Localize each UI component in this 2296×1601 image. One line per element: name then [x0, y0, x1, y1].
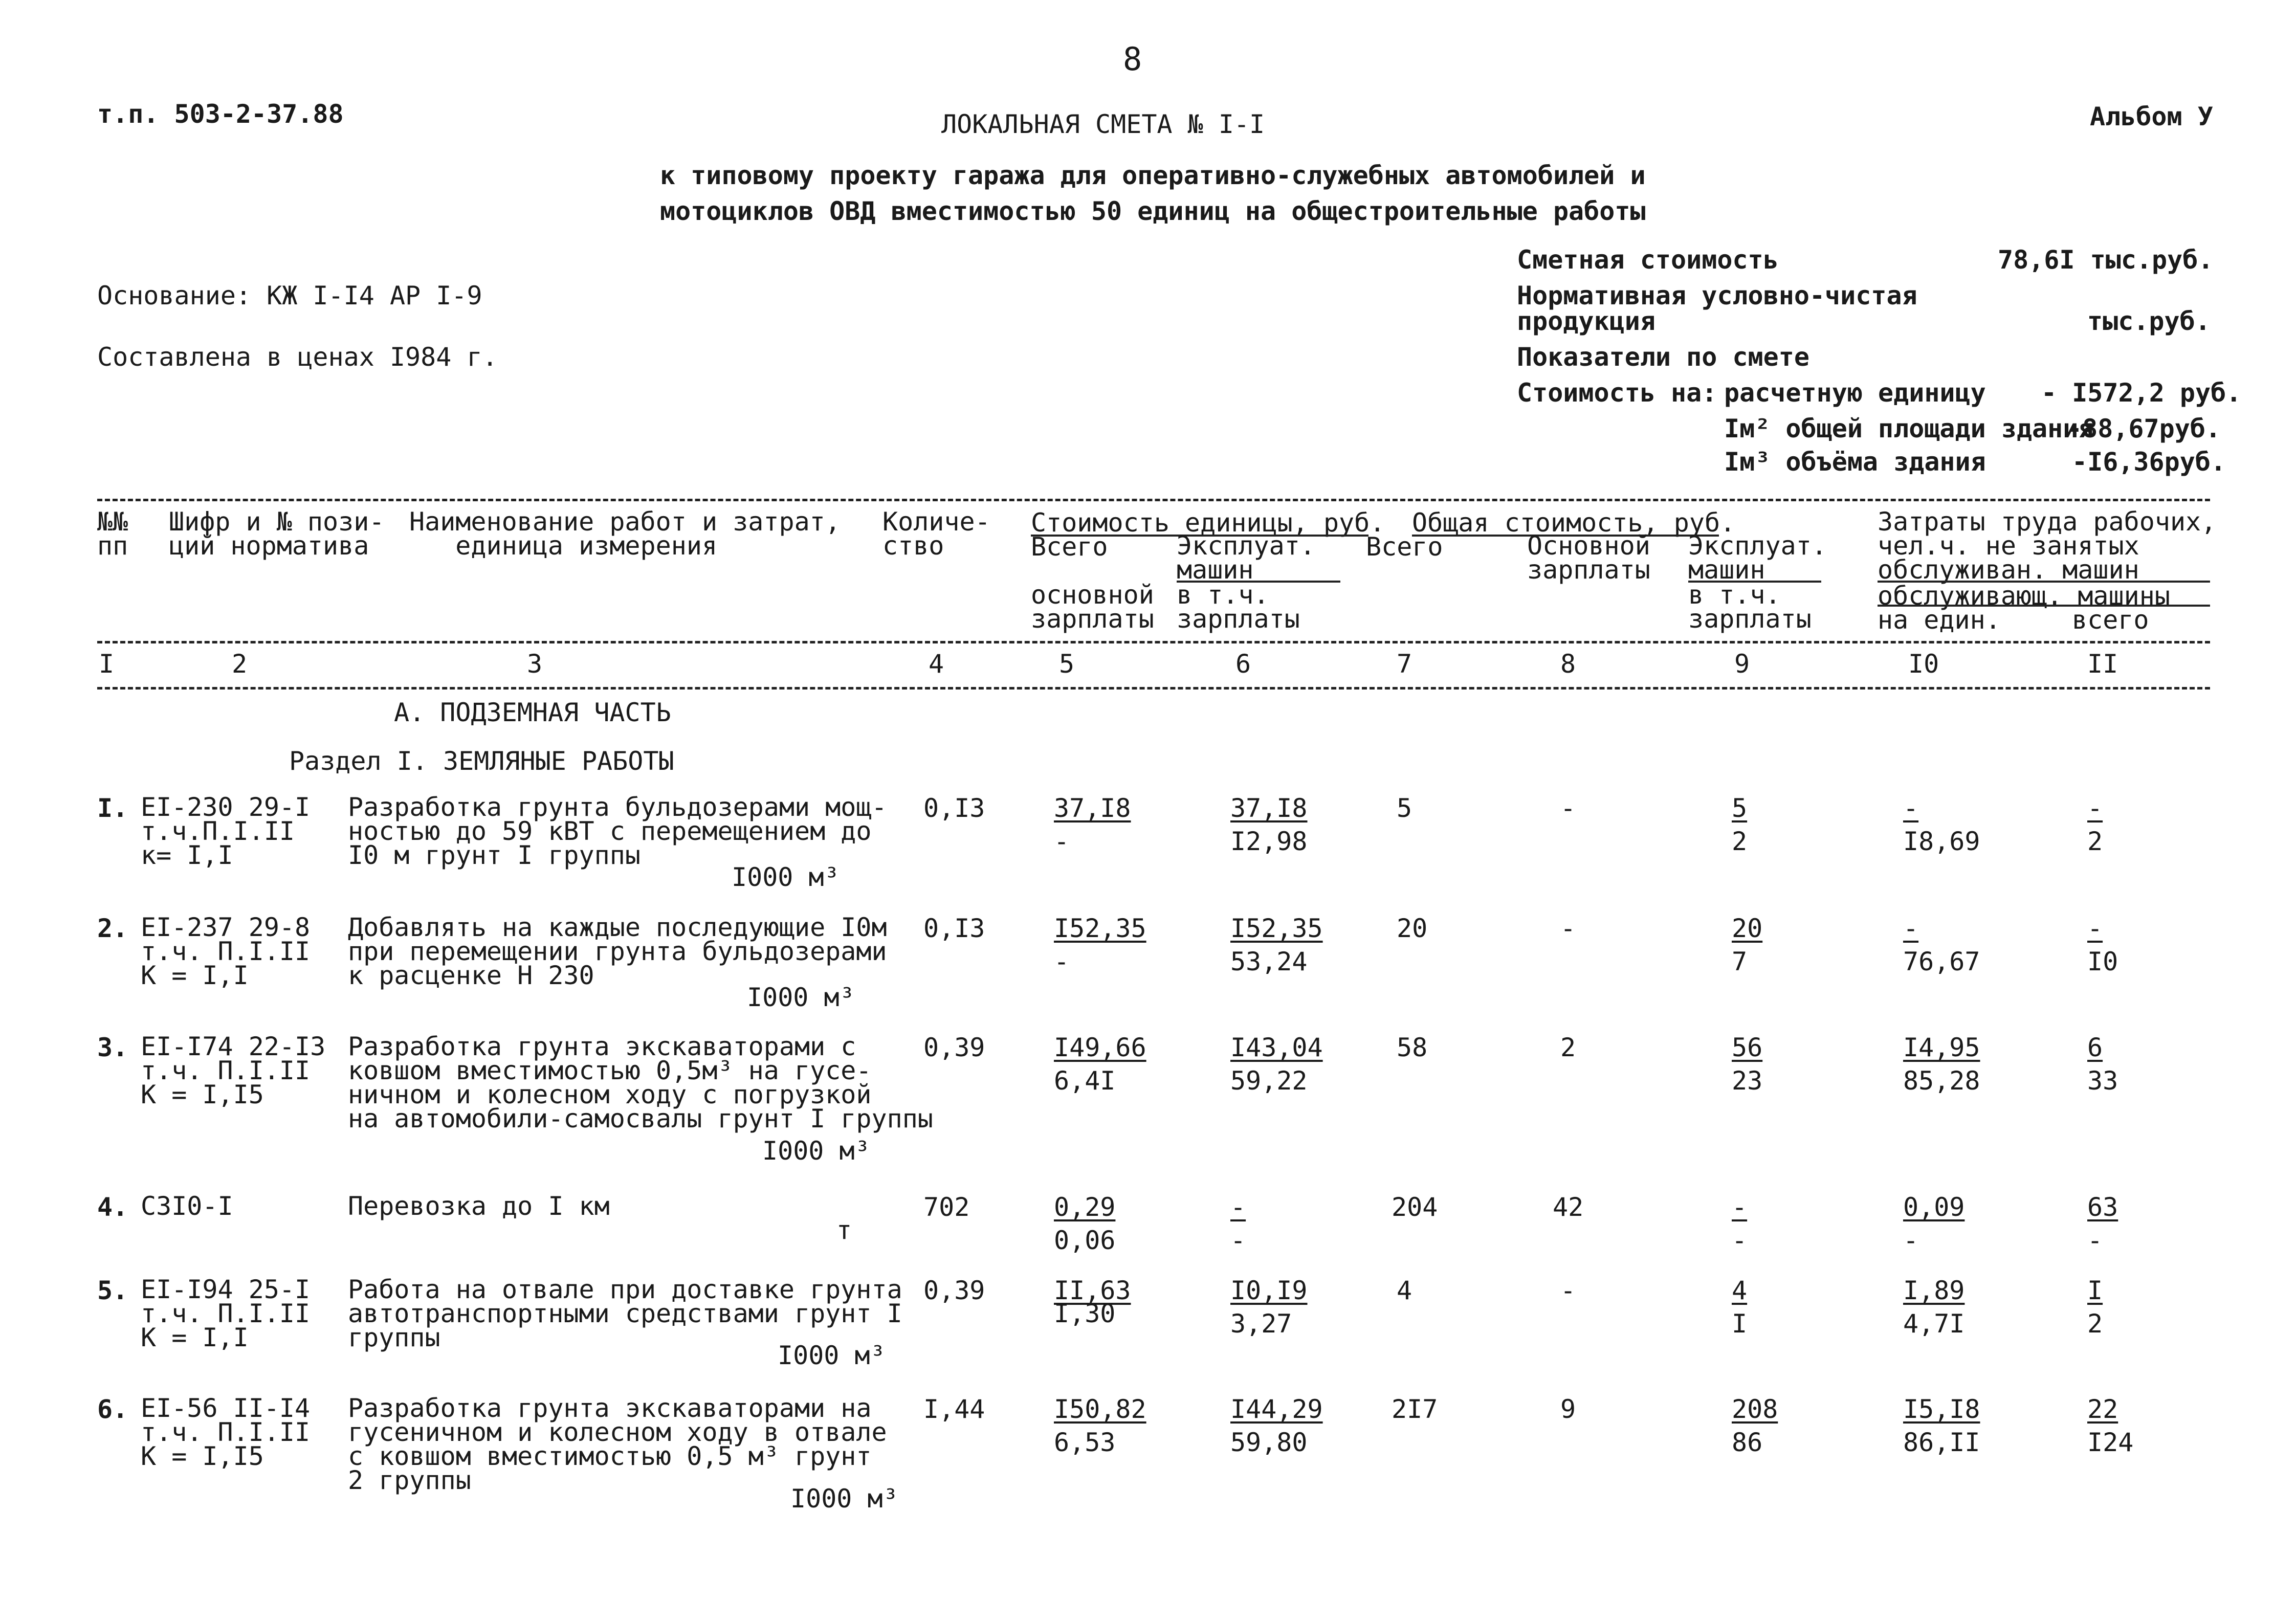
- basis-text: Основание: КЖ I-I4 АР I-9: [97, 281, 482, 310]
- row-name: Перевозка до I км: [348, 1191, 610, 1221]
- row-labor-total: I: [2087, 1276, 2103, 1305]
- subtitle-line-2: мотоциклов ОВД вместимостью 50 единиц на общестроительные работы: [660, 196, 1646, 226]
- row-labor-total: -: [2087, 914, 2103, 943]
- row-unit: I000 м³: [762, 1136, 870, 1166]
- col-header-2: Шифр и № пози- ций норматива: [169, 507, 385, 561]
- row-name: Разработка грунта экскаваторами с ковшом вместимостью 0,5м³ на гусе- ничном и колесном ходу с погрузкой на автомобили-самосвалы грунт I группы: [348, 1032, 933, 1133]
- row-labor-total-machines: -: [2087, 1226, 2103, 1255]
- row-total: 58: [1397, 1033, 1428, 1062]
- norm-label-1: Нормативная условно-чистая: [1517, 281, 1917, 310]
- row-unit-machines-salary: 59,80: [1230, 1428, 1308, 1457]
- row-unit-total: II,63: [1054, 1276, 1131, 1305]
- row-number: 5.: [97, 1276, 128, 1305]
- row-labor-per-unit-machines: I8,69: [1903, 827, 1980, 856]
- row-total-machines-salary: 7: [1732, 947, 1748, 976]
- row-name: Разработка грунта экскаваторами на гусеничном и колесном ходу в отвале с ковшом вместимостью 0,5 м³ грунт 2 группы: [348, 1393, 887, 1495]
- row-code: ЕI-237 29-8 т.ч. П.I.II К = I,I: [141, 913, 311, 990]
- row-quantity: 0,I3: [923, 914, 985, 943]
- row-labor-per-unit: 0,09: [1903, 1192, 1965, 1222]
- row-number: 2.: [97, 914, 128, 943]
- row-labor-per-unit: I,89: [1903, 1276, 1965, 1305]
- row-total: 2I7: [1392, 1394, 1438, 1424]
- row-code: ЕI-56 II-I4 т.ч. П.I.II К = I,I5: [141, 1393, 311, 1471]
- row-name: Разработка грунта бульдозерами мощ- ностью до 59 кВТ с перемещением до I0 м грунт I группы: [348, 792, 887, 870]
- row-unit-machines: I43,04: [1230, 1033, 1323, 1062]
- row-number: 3.: [97, 1033, 128, 1062]
- row-unit-machines-salary: -: [1230, 1226, 1246, 1255]
- col-number-5: 5: [1059, 649, 1075, 679]
- row-labor-per-unit-machines: -: [1903, 1226, 1919, 1255]
- col10-per-unit-header: на един.: [1878, 605, 2001, 635]
- row-unit: I000 м³: [778, 1341, 886, 1370]
- row-labor-per-unit-machines: 76,67: [1903, 947, 1980, 976]
- row-total: 20: [1397, 914, 1428, 943]
- row-unit-machines: I52,35: [1230, 914, 1323, 943]
- row-total-machines-salary: I: [1732, 1309, 1748, 1339]
- row-unit-machines: I44,29: [1230, 1394, 1323, 1424]
- col-number-10: I0: [1908, 649, 1939, 679]
- row-total: 4: [1397, 1276, 1412, 1305]
- col-number-6: 6: [1235, 649, 1251, 679]
- album-label: Альбом У: [2090, 102, 2213, 131]
- row-name: Работа на отвале при доставке грунта автотранспортными средствами грунт I группы: [348, 1275, 902, 1352]
- row-unit: I000 м³: [790, 1484, 898, 1514]
- row-total-salary: -: [1560, 793, 1576, 823]
- row-total: 5: [1397, 793, 1412, 823]
- col-header-1: №№ пп: [97, 507, 128, 561]
- document-code: т.п. 503-2-37.88: [97, 99, 344, 129]
- row-total-machines: 208: [1732, 1394, 1778, 1424]
- row-unit-machines-salary: 3,27: [1230, 1309, 1292, 1339]
- col-number-7: 7: [1397, 649, 1412, 679]
- row-labor-per-unit: I4,95: [1903, 1033, 1980, 1062]
- row-total-machines-salary: 23: [1732, 1066, 1763, 1096]
- section-a-title: А. ПОДЗЕМНАЯ ЧАСТЬ: [394, 698, 671, 727]
- row-unit-salary: 6,4I: [1054, 1066, 1116, 1096]
- col-number-2: 2: [232, 649, 248, 679]
- row-total-machines: 56: [1732, 1033, 1763, 1062]
- cost-per-label: Стоимость на:: [1517, 378, 1717, 408]
- row-unit-machines-salary: 59,22: [1230, 1066, 1308, 1096]
- col-number-3: 3: [527, 649, 543, 679]
- row-labor-total-machines: 33: [2087, 1066, 2118, 1096]
- row-unit-salary: 0,06: [1054, 1226, 1116, 1255]
- row-code: С3I0-I: [141, 1191, 233, 1221]
- row-labor-total-machines: 2: [2087, 1309, 2103, 1339]
- unit-cost-label: расчетную единицу: [1724, 378, 1986, 408]
- header-bottom-rule: [97, 687, 2210, 690]
- row-quantity: 0,39: [923, 1276, 985, 1305]
- row-unit-machines: -: [1230, 1192, 1246, 1222]
- row-quantity: 0,I3: [923, 793, 985, 823]
- row-unit-total: 37,I8: [1054, 793, 1131, 823]
- row-total-salary: -: [1560, 914, 1576, 943]
- col11-total-header: всего: [2072, 605, 2149, 635]
- row-total-machines-salary: 86: [1732, 1428, 1763, 1457]
- col6-salary-header: в т.ч. зарплаты: [1177, 580, 1300, 634]
- row-total-machines: 5: [1732, 793, 1748, 823]
- col8-salary-header: Основной зарплаты: [1527, 531, 1650, 585]
- unit-cost-value: - I572,2 руб.: [2041, 378, 2242, 408]
- document-title: ЛОКАЛЬНАЯ СМЕТА № I-I: [941, 109, 1265, 139]
- row-unit-salary: I,30: [1054, 1299, 1116, 1328]
- row-unit-machines: 37,I8: [1230, 793, 1308, 823]
- row-total-salary: 2: [1560, 1033, 1576, 1062]
- row-labor-total: -: [2087, 793, 2103, 823]
- row-unit-total: I49,66: [1054, 1033, 1146, 1062]
- col7-total-header: Всего: [1366, 532, 1443, 562]
- row-unit-total: I52,35: [1054, 914, 1146, 943]
- section-1-title: Раздел I. ЗЕМЛЯНЫЕ РАБОТЫ: [289, 746, 674, 776]
- row-total-salary: 9: [1560, 1394, 1576, 1424]
- col-number-8: 8: [1560, 649, 1576, 679]
- row-labor-total: 6: [2087, 1033, 2103, 1062]
- col6-machines-header: Эксплуат. машин: [1177, 531, 1315, 585]
- row-unit-total: I50,82: [1054, 1394, 1146, 1424]
- row-labor-per-unit-machines: 4,7I: [1903, 1309, 1965, 1339]
- row-unit-salary: -: [1054, 947, 1070, 976]
- area-cost-label: Iм² общей площади здания: [1724, 414, 2094, 443]
- page-number: 8: [1123, 40, 1142, 78]
- row-unit-machines: I0,I9: [1230, 1276, 1308, 1305]
- col-header-3: Наименование работ и затрат, единица измерения: [409, 507, 841, 561]
- row-labor-per-unit: -: [1903, 914, 1919, 943]
- volume-cost-value: -I6,36руб.: [2072, 447, 2226, 477]
- row-unit-total: 0,29: [1054, 1192, 1116, 1222]
- row-quantity: 702: [923, 1192, 970, 1222]
- row-labor-per-unit-machines: 85,28: [1903, 1066, 1980, 1096]
- col-number-1: I: [99, 649, 115, 679]
- prices-year-text: Составлена в ценах I984 г.: [97, 342, 498, 372]
- header-top-rule: [97, 499, 2210, 501]
- row-unit: т: [836, 1215, 852, 1245]
- row-total-salary: 42: [1553, 1192, 1584, 1222]
- row-unit-salary: -: [1054, 827, 1070, 856]
- row-quantity: 0,39: [923, 1033, 985, 1062]
- area-cost-value: -88,67руб.: [2067, 414, 2221, 443]
- col5-salary-header: основной зарплаты: [1031, 580, 1154, 634]
- volume-cost-label: Iм³ объёма здания: [1724, 447, 1986, 477]
- indicators-label: Показатели по смете: [1517, 342, 1809, 372]
- row-number: 6.: [97, 1394, 128, 1424]
- unit-cost-header: Стоимость единицы, руб.: [1031, 508, 1385, 538]
- col9-machines-header: Эксплуат. машин: [1688, 531, 1827, 585]
- col-header-4: Количе- ство: [882, 507, 990, 561]
- row-unit-machines-salary: I2,98: [1230, 827, 1308, 856]
- col5-total-header: Всего: [1031, 532, 1108, 562]
- row-labor-per-unit-machines: 86,II: [1903, 1428, 1980, 1457]
- row-labor-total-machines: 2: [2087, 827, 2103, 856]
- norm-label-2: продукция: [1517, 306, 1655, 336]
- subtitle-line-1: к типовому проекту гаража для оперативно-служебных автомобилей и: [660, 161, 1646, 190]
- col-number-4: 4: [929, 649, 944, 679]
- row-total-salary: -: [1560, 1276, 1576, 1305]
- row-total-machines: -: [1732, 1192, 1748, 1222]
- row-total-machines-salary: -: [1732, 1226, 1748, 1255]
- col-number-11: II: [2087, 649, 2118, 679]
- row-unit: I000 м³: [732, 862, 840, 892]
- row-total-machines: 4: [1732, 1276, 1748, 1305]
- machines-service-header: обслуживающ. машины: [1878, 581, 2170, 611]
- col-number-9: 9: [1734, 649, 1750, 679]
- cost-value: 78,6I тыс.руб.: [1998, 245, 2214, 275]
- col9-salary-header: в т.ч. зарплаты: [1688, 580, 1812, 634]
- row-code: ЕI-230 29-I т.ч.П.I.II к= I,I: [141, 792, 311, 870]
- norm-value: тыс.руб.: [2087, 306, 2211, 336]
- row-number: I.: [97, 793, 128, 823]
- row-labor-per-unit: -: [1903, 793, 1919, 823]
- row-code: ЕI-I94 25-I т.ч. П.I.II К = I,I: [141, 1275, 311, 1352]
- row-quantity: I,44: [923, 1394, 985, 1424]
- row-code: ЕI-I74 22-I3 т.ч. П.I.II К = I,I5: [141, 1032, 326, 1109]
- total-cost-header: Общая стоимость, руб.: [1412, 508, 1736, 538]
- labor-header: Затраты труда рабочих, чел.ч. не занятых обслуживан. машин: [1878, 507, 2217, 585]
- row-unit-machines-salary: 53,24: [1230, 947, 1308, 976]
- row-labor-total-machines: I0: [2087, 947, 2118, 976]
- row-unit-salary: 6,53: [1054, 1428, 1116, 1457]
- row-total: 204: [1392, 1192, 1438, 1222]
- row-unit: I000 м³: [747, 983, 855, 1012]
- row-number: 4.: [97, 1192, 128, 1222]
- row-labor-total-machines: I24: [2087, 1428, 2134, 1457]
- row-labor-total: 22: [2087, 1394, 2118, 1424]
- row-labor-per-unit: I5,I8: [1903, 1394, 1980, 1424]
- row-name: Добавлять на каждые последующие I0м при перемещении грунта бульдозерами к расценке Н 230: [348, 913, 887, 990]
- row-total-machines: 20: [1732, 914, 1763, 943]
- header-mid-rule: [97, 641, 2210, 643]
- cost-label: Сметная стоимость: [1517, 245, 1779, 275]
- row-total-machines-salary: 2: [1732, 827, 1748, 856]
- row-labor-total: 63: [2087, 1192, 2118, 1222]
